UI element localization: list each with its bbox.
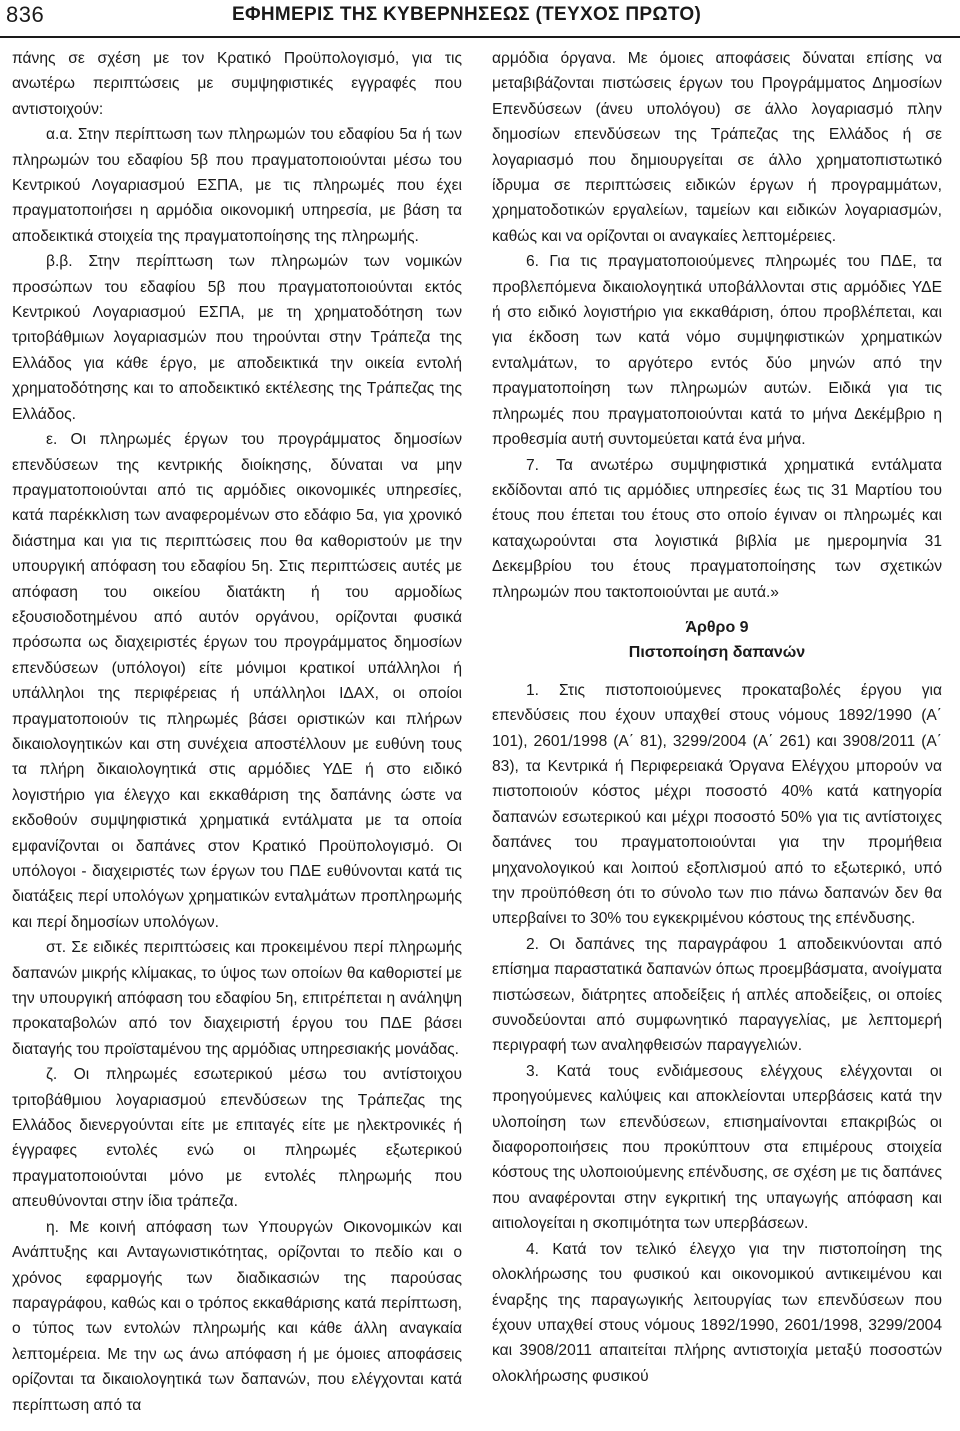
paragraph: πάνης σε σχέση με τον Κρατικό Προϋπολογισμό, για τις ανωτέρω περιπτώσεις με συμψηφιστικές εγγραφές που αντιστοιχούν: xyxy=(12,50,462,118)
paragraph: η. Με κοινή απόφαση των Υπουργών Οικονομικών και Ανάπτυξης και Ανταγωνιστικότητας, ορίζονται το πεδίο και ο χρόνος εφαρμογής των διαδικασιών της παρούσας παραγράφου, καθώς και ο τρόπος εκκαθάρισης κατά περίπτωση, ο τύπος των εντολών πληρωμής και κάθε άλλη αναγκαία λεπτομέρεια. Με την ως άνω απόφαση ή με όμοιες αποφάσεις ορίζονται τα δικαιολογητικά των δαπανών, που ελέγχονται κατά περίπτωση από τα xyxy=(12,1218,462,1414)
right-column xyxy=(492,46,942,1389)
paragraph: 2. Οι δαπάνες της παραγράφου 1 αποδεικνύονται από επίσημα παραστατικά δαπανών όπως προεμβάσματα, ανοίγματα πιστώσεων, διάτρητες αποδείξεις ή απλές αποδείξεις, οι οποίες συνοδεύονται από συμφωνητικό παραγγελίας, με λεπτομερή περιγραφή των αναληφθεισών παραγγελιών. xyxy=(492,935,942,1055)
paragraph: αρμόδια όργανα. Με όμοιες αποφάσεις δύναται επίσης να μεταβιβάζονται πιστώσεις έργων του Προγράμματος Δημοσίων Επενδύσεων (άνευ υπολόγου) σε άλλο λογαριασμό πλην δημοσίων επενδύσεων της Τράπεζας της Ελλάδος ή σε λογαριασμό που δημιουργείται σε άλλο χρηματοπιστωτικό ίδρυμα σε περιπτώσεις ειδικών έργων ή προγραμμάτων, χρηματοδοτικών εργαλείων, ταμείων και ειδικών λογαριασμών, καθώς και να ορίζονται οι αναγκαίες λεπτομέρειες. xyxy=(492,50,942,245)
article-title: Πιστοποίηση δαπανών xyxy=(628,644,806,662)
page-number: 836 xyxy=(6,2,45,27)
paragraph: 7. Τα ανωτέρω συμψηφιστικά χρηματικά εντάλματα εκδίδονται από τις αρμόδιες υπηρεσίες έως τις 31 Μαρτίου του έτους που έπεται του έτους στο οποίο έγιναν οι πληρωμές και καταχωρούνται στα λογιστικά βιβλία με ημερομηνία 31 Δεκεμβρίου του έτους πραγματοποίησης των σχετικών πληρωμών που τακτοποιούνται με αυτά.» xyxy=(492,456,942,601)
paragraph: ε. Οι πληρωμές έργων του προγράμματος δημοσίων επενδύσεων της κεντρικής διοίκησης, δύναται να μην πραγματοποιούνται από τις αρμόδιες οικονομικές υπηρεσίες, κατά παρέκκλιση των αναφερομένων στο εδάφιο 5α, για χρονικό διάστημα και για τις περιπτώσεις που θα καθοριστούν με την υπουργική απόφαση του εδαφίου 5η. Στις περιπτώσεις αυτές με απόφαση του οικείου διατάκτη ή του αρμοδίως εξουσιοδοτημένου από αυτόν οργάνου, ορίζονται φυσικά πρόσωπα ως διαχειριστές έργων του προγράμματος δημοσίων επενδύσεων (υπόλογοι) είτε μόνιμοι κρατικοί υπάλληλοι ή υπάλληλοι της περιφέρειας ή υπάλληλοι ΙΔΑΧ, οι οποίοι πραγματοποιούν τις πληρωμές βάσει οριστικών και πλήρων δικαιολογητικών και στη συνέχεια αποστέλλουν με ευθύνη τους τα πλήρη δικαιολογητικά στις αρμόδιες ΥΔΕ ή στο ειδικό λογιστήριο για έλεγχο και εκκαθάριση της δαπάνης ώστε να εκδοθούν συμψηφιστικά χρηματικά εντάλματα με τα οποία εμφανίζονται οι δαπάνες στον Κρατικό Προϋπολογισμό. Οι υπόλογοι - διαχειριστές των έργων του ΠΔΕ ευθύνονται κατά τις διατάξεις περί υπολόγων χρηματικών ενταλμάτων προπληρωμής και περί δημοσίων υπολόγων. xyxy=(12,431,462,931)
page-header xyxy=(0,0,960,40)
paragraph: β.β. Στην περίπτωση των πληρωμών των νομικών προσώπων του εδαφίου 5β που πραγματοποιούνται εκτός Κεντρικού Λογαριασμού ΕΣΠΑ, με τη χρηματοδότηση των τριτοβάθμιων λογαριασμών που τηρούνται στην Τράπεζα της Ελλάδος για κάθε έργο, με αποδεικτικά την οικεία εντολή χρηματοδότησης και το αποδεικτικό εκτέλεσης της Τράπεζας της Ελλάδος. xyxy=(12,253,462,423)
article-number: Άρθρο 9 xyxy=(685,618,749,636)
paragraph: στ. Σε ειδικές περιπτώσεις και προκειμένου περί πληρωμής δαπανών μικρής κλίμακας, το ύψος των οποίων θα καθοριστεί με την υπουργική απόφαση του εδαφίου 5η, επιτρέπεται η ανάληψη προκαταβολών από τον διαχειριστή έργου του ΠΔΕ βάσει διαταγής του προϊσταμένου της αρμόδιας υπηρεσιακής μονάδας. xyxy=(12,939,462,1058)
paragraph: α.α. Στην περίπτωση των πληρωμών του εδαφίου 5α ή των πληρωμών του εδαφίου 5β που πραγματοποιούνται μέσω του Κεντρικού Λογαριασμού ΕΣΠΑ, με τις πληρωμές που έχει πραγματοποιήσει η αρμόδια οικονομική υπηρεσία, με βάση τα αποδεικτικά στοιχεία της πραγματοποίησης της πληρωμής. xyxy=(12,126,462,245)
paragraph: 6. Για τις πραγματοποιούμενες πληρωμές του ΠΔΕ, τα προβλεπόμενα δικαιολογητικά υποβάλλονται στις αρμόδιες ΥΔΕ ή στο ειδικό λογιστήριο για εκκαθάριση, όπου προβλέπεται, και για έκδοση των κατά νόμο συμψηφιστικών χρηματικών ενταλμάτων, το αργότερο εντός δύο μηνών από την πραγματοποίηση των πληρωμών αυτών. Ειδικά για τις πληρωμές που πραγματοποιούνται κατά το μήνα Δεκέμβριο η προθεσμία αυτή συντομεύεται κατά ένα μήνα. xyxy=(492,253,942,449)
paragraph: ζ. Οι πληρωμές εσωτερικού μέσω του αντίστοιχου τριτοβάθμιου λογαριασμού επενδύσεων της Τράπεζας της Ελλάδος διενεργούνται είτε με επιταγές είτε με ηλεκτρονικές ή έγγραφες εντολές ενώ οι πληρωμές εξωτερικού πραγματοποιούνται μόνο με εντολές πληρωμής που απευθύνονται στην ίδια τράπεζα. xyxy=(12,1066,462,1211)
paragraph: 1. Στις πιστοποιούμενες προκαταβολές έργου για επενδύσεις που έχουν υπαχθεί στους νόμους 1892/1990 (Α΄ 101), 2601/1998 (Α΄ 81), 3299/2004 (Α΄ 261) και 3908/2011 (Α΄ 83), τα Κεντρικά ή Περιφερειακά Όργανα Ελέγχου μπορούν να πιστοποιούν κόστος μέχρι ποσοστό 40% κατά κατηγορία δαπανών εσωτερικού και μέχρι ποσοστό 50% για τις αντίστοιχες δαπάνες του πραγματοποιούνται για την προμήθεια μηχανολογικού και λοιπού εξοπλισμού από το εξωτερικό, υπό την προϋπόθεση ότι το σύνολο των πιο πάνω δαπανών δεν θα υπερβαίνει το 30% του εγκεκριμένου κόστους της επένδυσης. xyxy=(492,681,942,928)
journal-title: ΕΦΗΜΕΡΙΣ ΤΗΣ ΚΥΒΕΡΝΗΣΕΩΣ (ΤΕΥΧΟΣ ΠΡΩΤΟ) xyxy=(232,4,702,25)
article-heading xyxy=(492,615,942,666)
paragraph: 4. Κατά τον τελικό έλεγχο για την πιστοποίηση της ολοκλήρωσης του φυσικού και οικονομικού αντικειμένου και έναρξης της παραγωγικής λειτουργίας των επενδύσεων που έχουν υπαχθεί στους νόμους 1892/1990, 2601/1998, 3299/2004 και 3908/2011 απαιτείται πλήρης αντιστοιχία μεταξύ ποσοστών ολοκλήρωσης φυσικού xyxy=(492,1240,942,1385)
paragraph: 3. Κατά τους ενδιάμεσους ελέγχους ελέγχονται οι προηγούμενες καλύψεις και αποκλείονται υπερβάσεις κατά την υλοποίηση των επενδύσεων, επισημαίνονται επακριβώς οι διαφοροποιήσεις που προκύπτουν στα επιμέρους στοιχεία κόστους της υλοποιούμενης επένδυσης, σε σχέση με τις δαπάνες που αναφέρονται στην εγκριτική της υπαγωγής απόφαση και αιτιολογείται η σκοπιμότητα των υπερβάσεων. xyxy=(492,1062,942,1233)
header-rule xyxy=(0,36,960,38)
left-column xyxy=(12,46,462,1418)
